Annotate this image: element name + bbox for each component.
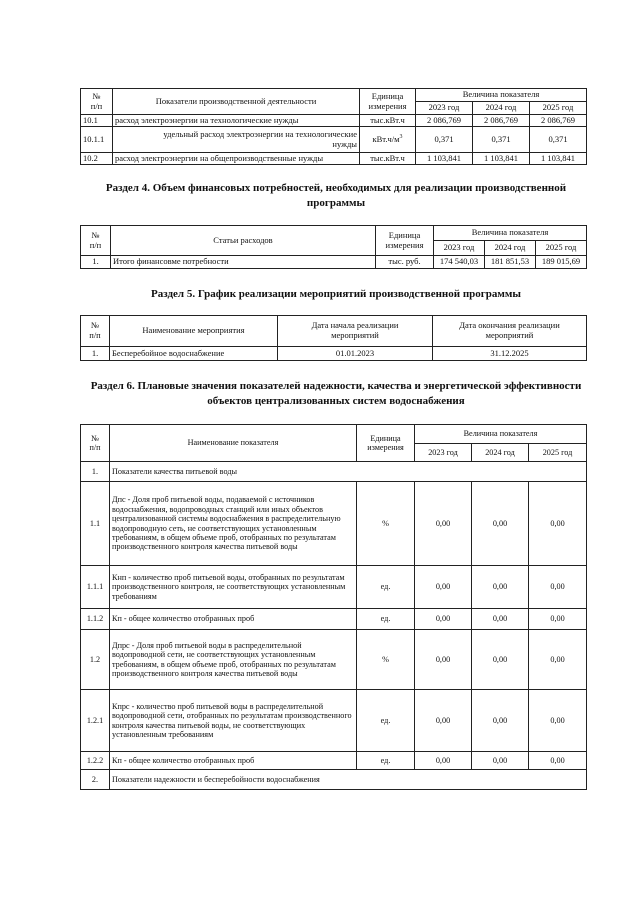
header-unit: Единица измерения xyxy=(376,226,434,256)
row-value: 0,00 xyxy=(472,609,529,630)
header-indicator: Наименование показателя xyxy=(110,425,357,462)
header-num: № п/п xyxy=(81,89,113,115)
row-value: 0,371 xyxy=(530,127,587,153)
row-num: 10.1 xyxy=(81,115,113,127)
row-value: 1 103,841 xyxy=(473,153,530,165)
row-num: 1.1.1 xyxy=(81,566,110,609)
reliability-indicators-table xyxy=(80,424,587,790)
row-unit: ед. xyxy=(357,690,415,752)
row-num: 1.2.1 xyxy=(81,690,110,752)
header-value: Величина показателя xyxy=(415,425,587,444)
header-year: 2024 год xyxy=(472,444,529,462)
header-indicator: Показатели производственной деятельности xyxy=(113,89,360,115)
row-value: 1 103,841 xyxy=(530,153,587,165)
table-row xyxy=(81,566,587,609)
header-year: 2023 год xyxy=(434,241,485,256)
header-activity: Наименование мероприятия xyxy=(110,316,278,347)
header-num: № п/п xyxy=(81,425,110,462)
table-row xyxy=(81,127,587,153)
row-num: 1. xyxy=(81,256,111,269)
row-value: 0,00 xyxy=(415,609,472,630)
table-row xyxy=(81,153,587,165)
table-row xyxy=(81,609,587,630)
group-num: 1. xyxy=(81,462,110,482)
row-name: Кп - общее количество отобранных проб xyxy=(110,609,357,630)
row-unit: ед. xyxy=(357,609,415,630)
header-unit: Единица измерения xyxy=(360,89,416,115)
row-value: 0,00 xyxy=(415,482,472,566)
row-unit: тыс.кВт.ч xyxy=(360,115,416,127)
row-value: 0,00 xyxy=(415,566,472,609)
header-value: Величина показателя xyxy=(416,89,587,102)
row-unit: % xyxy=(357,482,415,566)
row-unit: тыс.кВт.ч xyxy=(360,153,416,165)
schedule-table xyxy=(80,315,587,361)
header-num: № п/п xyxy=(81,226,111,256)
header-year: 2023 год xyxy=(415,444,472,462)
table-row xyxy=(81,630,587,690)
row-value: 2 086,769 xyxy=(473,115,530,127)
row-value: 0,00 xyxy=(472,752,529,770)
row-name: расход электроэнергии на общепроизводственные нужды xyxy=(113,153,360,165)
row-value: 0,00 xyxy=(472,630,529,690)
section-5-title: Раздел 5. График реализации мероприятий производственной программы xyxy=(151,288,521,300)
row-value: 2 086,769 xyxy=(530,115,587,127)
row-num: 1.2 xyxy=(81,630,110,690)
header-num: № п/п xyxy=(81,316,110,347)
row-value: 0,371 xyxy=(416,127,473,153)
row-start-date: 01.01.2023 xyxy=(278,347,433,361)
unit-main: кВт.ч/м xyxy=(372,134,400,145)
row-unit: % xyxy=(357,630,415,690)
header-end-date: Дата окончания реализации мероприятий xyxy=(433,316,587,347)
row-name: Дпс - Доля проб питьевой воды, подаваемой с источников водоснабжения, водопроводных станций или иных объектов централизованной системы водоснабжения в распределительную водопроводную сеть, не соответствующих установленным требованиям, в общем объеме проб, отобранных по результатам производственного контроля качества питьевой воды xyxy=(110,482,357,566)
row-name: Итого финансовме потребности xyxy=(111,256,376,269)
row-end-date: 31.12.2025 xyxy=(433,347,587,361)
row-num: 1. xyxy=(81,347,110,361)
header-year: 2025 год xyxy=(529,444,587,462)
row-value: 0,00 xyxy=(529,630,587,690)
header-value: Величина показателя xyxy=(434,226,587,241)
row-value: 0,00 xyxy=(472,482,529,566)
row-name: Кпрс - количество проб питьевой воды в распределительной водопроводной сети, отобранных по результатам производственного контроля качества питьевой воды, не соответствующих установленным требованиям xyxy=(110,690,357,752)
row-value: 2 086,769 xyxy=(416,115,473,127)
header-expense: Статьи расходов xyxy=(111,226,376,256)
row-num: 1.2.2 xyxy=(81,752,110,770)
row-unit: тыс. руб. xyxy=(376,256,434,269)
header-year: 2025 год xyxy=(530,102,587,115)
row-value: 0,00 xyxy=(529,482,587,566)
row-num: 10.1.1 xyxy=(81,127,113,153)
unit-sup: 3 xyxy=(399,134,403,141)
row-unit: ед. xyxy=(357,566,415,609)
group-row xyxy=(81,462,587,482)
production-indicators-table xyxy=(80,88,587,165)
row-unit: ед. xyxy=(357,752,415,770)
group-num: 2. xyxy=(81,770,110,790)
row-value: 189 015,69 xyxy=(536,256,587,269)
row-num: 1.1 xyxy=(81,482,110,566)
row-value: 0,00 xyxy=(415,630,472,690)
header-year: 2025 год xyxy=(536,241,587,256)
table-row xyxy=(81,347,587,361)
financial-needs-table xyxy=(80,225,587,269)
row-name: Бесперебойное водоснабжение xyxy=(110,347,278,361)
row-value: 174 540,03 xyxy=(434,256,485,269)
row-value: 0,00 xyxy=(415,690,472,752)
row-value: 0,00 xyxy=(529,566,587,609)
row-value: 0,00 xyxy=(529,690,587,752)
table-row xyxy=(81,115,587,127)
section-6-title: Раздел 6. Плановые значения показателей надежности, качества и энергетической эффективности объектов централизованных систем водоснабжения xyxy=(90,380,582,407)
row-value: 0,00 xyxy=(415,752,472,770)
row-value: 0,00 xyxy=(529,609,587,630)
row-unit xyxy=(360,127,416,153)
header-year: 2024 год xyxy=(485,241,536,256)
row-name: удельный расход электроэнергии на технологические нужды xyxy=(113,127,360,153)
header-unit: Единица измерения xyxy=(357,425,415,462)
table-row xyxy=(81,752,587,770)
group-row xyxy=(81,770,587,790)
header-year: 2023 год xyxy=(416,102,473,115)
row-name: расход электроэнергии на технологические нужды xyxy=(113,115,360,127)
row-value: 0,00 xyxy=(472,690,529,752)
group-name: Показатели надежности и бесперебойности водоснабжения xyxy=(110,770,587,790)
header-start-date: Дата начала реализации мероприятий xyxy=(278,316,433,347)
row-num: 10.2 xyxy=(81,153,113,165)
row-value: 0,00 xyxy=(529,752,587,770)
row-num: 1.1.2 xyxy=(81,609,110,630)
table-row xyxy=(81,256,587,269)
table-row xyxy=(81,690,587,752)
row-value: 181 851,53 xyxy=(485,256,536,269)
header-year: 2024 год xyxy=(473,102,530,115)
row-name: Кп - общее количество отобранных проб xyxy=(110,752,357,770)
table-row xyxy=(81,482,587,566)
group-name: Показатели качества питьевой воды xyxy=(110,462,587,482)
row-name: Кнп - количество проб питьевой воды, отобранных по результатам производственного контроля, не соответствующих установленным требованиям xyxy=(110,566,357,609)
section-4-title: Раздел 4. Объем финансовых потребностей, необходимых для реализации производственной программы xyxy=(105,182,567,209)
row-value: 0,00 xyxy=(472,566,529,609)
row-value: 1 103,841 xyxy=(416,153,473,165)
row-value: 0,371 xyxy=(473,127,530,153)
row-name: Дпрс - Доля проб питьевой воды в распределительной водопроводной сети, не соответствующих установленным требованиям, в общем объеме проб, отобранных по результатам производственного контроля качества питьевой воды xyxy=(110,630,357,690)
